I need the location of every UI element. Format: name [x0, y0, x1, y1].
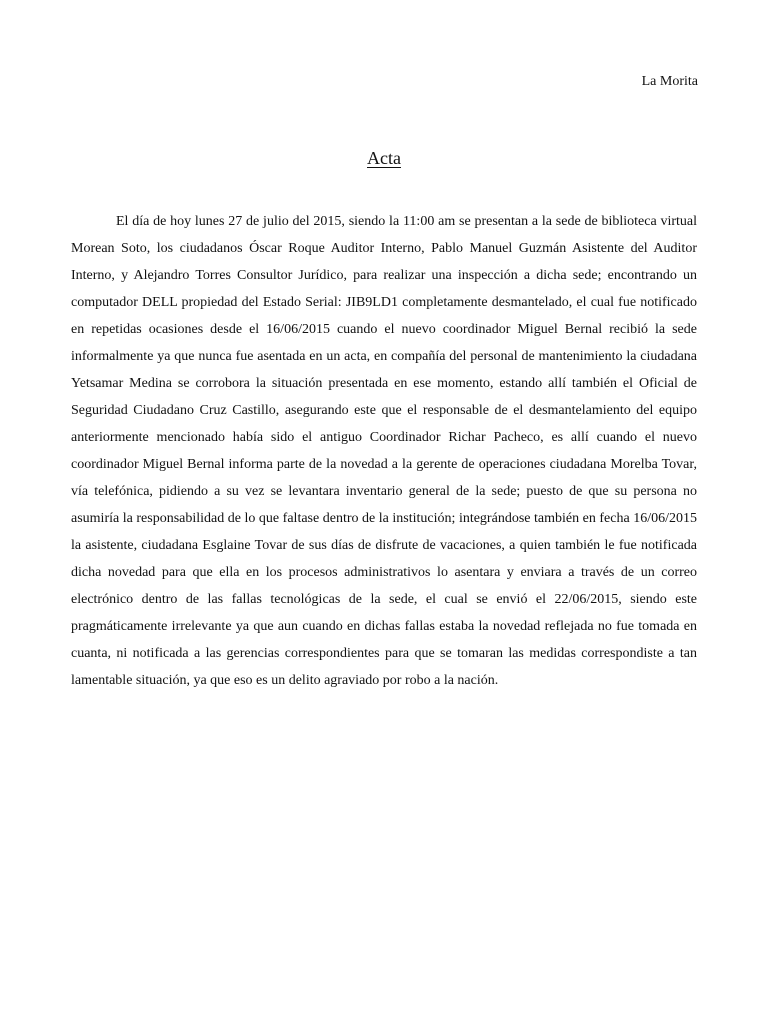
- document-location: La Morita: [641, 74, 698, 89]
- document-title: Acta: [367, 148, 401, 168]
- document-body-paragraph: El día de hoy lunes 27 de julio del 2015, siendo la 11:00 am se presentan a la sede de biblioteca virtual Morean Soto, los ciudadanos Óscar Roque Auditor Interno, Pablo Manuel Guzmán Asistente del Auditor Interno, y Alejandro Torres Consultor Jurídico, para realizar una inspección a dicha sede; encontrando un computador DELL propiedad del Estado Serial: JIB9LD1 completamente desmantelado, el cual fue notificado en repetidas ocasiones desde el 16/06/2015 cuando el nuevo coordinador Miguel Bernal recibió la sede informalmente ya que nunca fue asentada en un acta, en compañía del personal de mantenimiento la ciudadana Yetsamar Medina se corrobora la situación presentada en ese momento, estando allí también el Oficial de Seguridad Ciudadano Cruz Castillo, asegurando este que el responsable de el desmantelamiento del equipo anteriormente mencionado había sido el antiguo Coordinador Richar Pacheco, es allí cuando el nuevo coordinador Miguel Bernal informa parte de la novedad a la gerente de operaciones ciudadana Morelba Tovar, vía telefónica, pidiendo a su vez se levantara inventario general de la sede; puesto de que su persona no asumiría la responsabilidad de lo que faltase dentro de la institución; integrándose también en fecha 16/06/2015 la asistente, ciudadana Esglaine Tovar de sus días de disfrute de vacaciones, a quien también le fue notificada dicha novedad para que ella en los procesos administrativos lo asentara y enviara a través de un correo electrónico dentro de las fallas tecnológicas de la sede, el cual se envió el 22/06/2015, siendo este pragmáticamente irrelevante ya que aun cuando en dichas fallas estaba la novedad reflejada no fue tomada en cuanta, ni notificada a las gerencias correspondientes para que se tomaran las medidas correspondiste a tan lamentable situación, ya que eso es un delito agraviado por robo a la nación.: [71, 214, 697, 688]
